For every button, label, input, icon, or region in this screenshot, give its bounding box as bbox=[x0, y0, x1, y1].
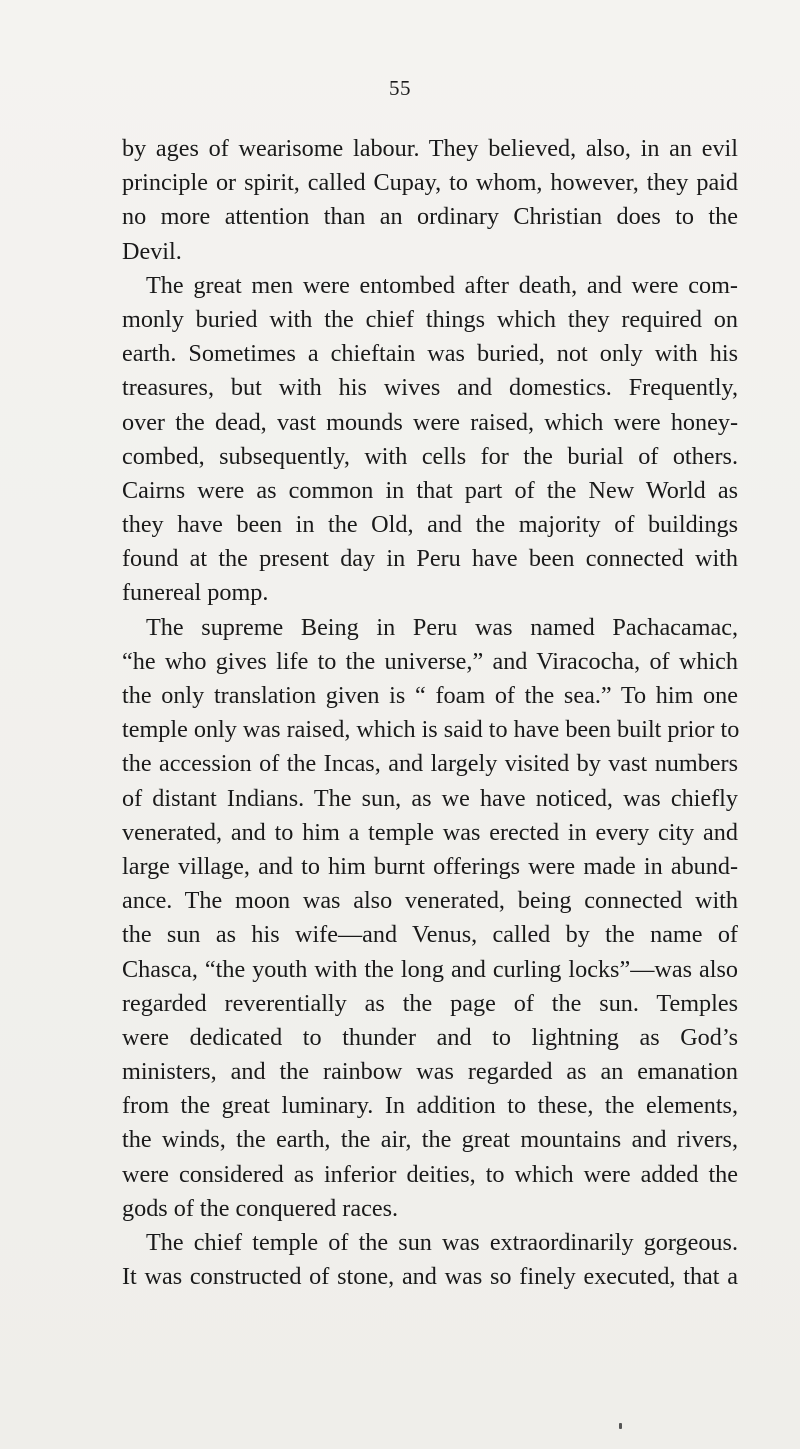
text-line: Chasca, “the youth with the long and curling locks”—was also bbox=[122, 955, 738, 983]
text-line: It was constructed of stone, and was so finely executed, that a bbox=[122, 1263, 738, 1291]
text-line: the accession of the Incas, and largely visited by vast numbers bbox=[122, 750, 738, 778]
text-line: monly buried with the chief things which they required on bbox=[122, 305, 738, 333]
text-line: from the great luminary. In addition to these, the elements, bbox=[122, 1092, 738, 1120]
text-line: “he who gives life to the universe,” and Viracocha, of which bbox=[122, 647, 738, 675]
print-speck bbox=[619, 1423, 622, 1429]
page-number: 55 bbox=[389, 76, 411, 100]
text-line: they have been in the Old, and the majority of buildings bbox=[122, 511, 738, 539]
text-line: the winds, the earth, the air, the great mountains and rivers, bbox=[122, 1126, 738, 1154]
text-line: regarded reverentially as the page of the sun. Temples bbox=[122, 989, 738, 1017]
text-line: The supreme Being in Peru was named Pachacamac, bbox=[146, 613, 738, 641]
body-text bbox=[122, 132, 738, 1294]
text-line: earth. Sometimes a chieftain was buried, not only with his bbox=[122, 340, 738, 368]
text-line: ance. The moon was also venerated, being connected with bbox=[122, 887, 738, 915]
text-line: treasures, but with his wives and domestics. Frequently, bbox=[122, 374, 738, 402]
text-line: Cairns were as common in that part of the New World as bbox=[122, 476, 738, 504]
text-line: were considered as inferior deities, to which were added the bbox=[122, 1160, 738, 1188]
text-line: Devil. bbox=[122, 237, 182, 265]
text-line: gods of the conquered races. bbox=[122, 1194, 399, 1222]
text-line: temple only was raised, which is said to have been built prior to bbox=[122, 716, 740, 744]
text-line: ministers, and the rainbow was regarded as an emanation bbox=[122, 1058, 738, 1086]
text-line: no more attention than an ordinary Christian does to the bbox=[122, 203, 738, 231]
text-line: The chief temple of the sun was extraordinarily gorgeous. bbox=[146, 1229, 738, 1256]
text-line: the only translation given is “ foam of the sea.” To him one bbox=[122, 682, 738, 709]
text-line: the sun as his wife—and Venus, called by the name of bbox=[122, 921, 738, 949]
text-line: principle or spirit, called Cupay, to whom, however, they paid bbox=[122, 169, 738, 197]
text-line: were dedicated to thunder and to lightning as God’s bbox=[122, 1023, 738, 1051]
text-line: combed, subsequently, with cells for the burial of others. bbox=[122, 442, 738, 470]
text-line: of distant Indians. The sun, as we have noticed, was chiefly bbox=[122, 784, 738, 812]
text-line: found at the present day in Peru have been connected with bbox=[122, 545, 738, 573]
text-line: venerated, and to him a temple was erected in every city and bbox=[122, 818, 738, 846]
text-line: by ages of wearisome labour. They believed, also, in an evil bbox=[122, 135, 738, 162]
text-line: over the dead, vast mounds were raised, which were honey- bbox=[122, 408, 738, 436]
text-line: The great men were entombed after death, and were com- bbox=[146, 271, 738, 299]
text-line: large village, and to him burnt offerings were made in abund- bbox=[122, 852, 738, 880]
text-line: funereal pomp. bbox=[122, 579, 269, 607]
